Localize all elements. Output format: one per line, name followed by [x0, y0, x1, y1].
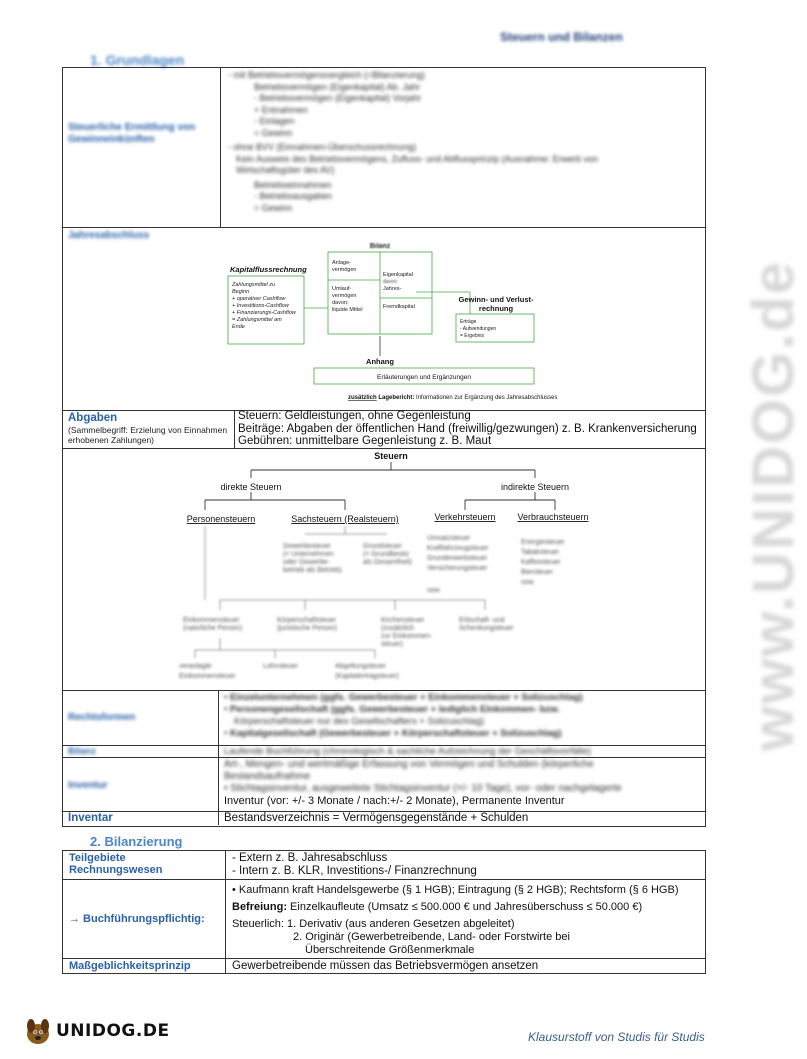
- kap-line-6: Ende: [232, 324, 245, 330]
- teilgebiete-content: - Extern z. B. Jahresabschluss - Intern z. B. KLR, Investitions-/ Finanzrechnung: [226, 851, 706, 880]
- document-title: Steuern und Bilanzen: [500, 30, 623, 44]
- logo-text: UNIDOG.DE: [56, 1021, 170, 1041]
- ek-0: Eigenkapital: [383, 272, 413, 278]
- massgeblichkeit-label: Maßgeblichkeitsprinzip: [63, 959, 226, 974]
- abgaben-steuern: Steuern: Geldleistungen, ohne Gegenleistung: [238, 410, 471, 422]
- uv-1: vermögen: [332, 293, 357, 299]
- bilanz-title: Bilanz: [369, 243, 391, 250]
- bottom2-0-0: veranlagte: [179, 663, 212, 670]
- bottom-0-0: Einkommensteuer: [183, 617, 240, 624]
- bottom2-1-0: Lohnsteuer: [263, 663, 299, 670]
- sach-sub1-1: (= Unternehmen: [283, 551, 334, 558]
- verbrauch-sub-1: Tabaksteuer: [521, 549, 560, 556]
- section-1-title: 1. Grundlagen: [90, 52, 185, 68]
- sach-sub1-3: betrieb als Betrieb): [283, 567, 342, 574]
- bottom2-2-0: Abgeltungsteuer: [335, 663, 386, 670]
- fk: Fremdkapital: [383, 304, 415, 310]
- uv-3: liquide Mittel: [332, 307, 363, 313]
- verbrauch-sub-4: usw.: [521, 579, 536, 586]
- abgaben-content: [238, 410, 697, 448]
- uv-0: Umlauf-: [332, 286, 352, 292]
- dog-icon: [22, 1016, 54, 1046]
- steuerliche-ermittlung-content: - mit Betriebsvermögensvergleich (=Bilanzierung) Betriebsvermögen (Eigenkapital) Ab. Jahr - Betriebsvermögen (Eigenkapital) Vorjahr + Entnahmen - Einlagen = Gewinn - ohne BVV (Einnahmen-Überschussrechnung) Kein Ausweis des Betriebsvermögens, Zufluss- und Abflussprinzip (Ausnahme: Erwerb von Wirtschaftsgüter des AV) Betriebseinnahmen - Betriebsausgaben = Gewinn: [228, 70, 599, 213]
- guv-title-1: rechnung: [478, 304, 514, 313]
- steuerliche-ermittlung-label: Steuerliche Ermittlung von Gewinneinkünften: [68, 122, 196, 145]
- bottom-1-0: Körperschaftsteuer: [277, 617, 337, 624]
- inventur-content: Art-, Mengen- und wertmäßige Erfassung von Vermögen und Schulden (körperliche Bestandsaufnahme • Stichtagsinventur, ausgeweitete Stichtagsinventur (+/- 10 Tage), vor- oder nachgelagerte Inventur (vor: +/- 3 Monate / nach:+/- 2 Monate), Permanente Inventur: [224, 759, 622, 807]
- verkehr-sub-2: Grunderwerbsteuer: [427, 555, 488, 562]
- kap-line-1: Beginn: [232, 289, 250, 295]
- uv-2: davon:: [332, 300, 349, 306]
- rechtsformen-label: Rechtsformen: [68, 712, 136, 723]
- tree-verkehr: Verkehrsteuern: [434, 512, 496, 522]
- inventar-label: Inventar: [68, 812, 113, 824]
- verkehr-sub-4: usw.: [427, 587, 442, 594]
- tree-personen: Personensteuern: [186, 514, 256, 524]
- bottom-2-3: steuer): [381, 641, 403, 648]
- kap-line-0: Zahlungsmittel zu: [232, 282, 276, 288]
- lagebericht: zusätzlich Lagebericht: Informationen zur Ergänzung des Jahresabschlusses: [348, 395, 558, 401]
- inventur-label: Inventur: [68, 780, 108, 791]
- bottom-3-1: Schenkungsteuer: [459, 625, 514, 632]
- bottom-2-2: zur Einkommen-: [381, 633, 432, 640]
- av-1: vermögen: [332, 267, 357, 273]
- unidog-logo: [22, 1016, 170, 1046]
- anhang-box: Erläuterungen und Ergänzungen: [377, 374, 471, 381]
- guv-line-0: Erträge: [460, 319, 477, 325]
- verkehr-sub-0: Umsatzsteuer: [427, 535, 471, 542]
- abgaben-beitraege: Beiträge: Abgaben der öffentlichen Hand (freiwillig/gezwungen) z. B. Krankenversicherung: [238, 422, 697, 435]
- abgaben-label: Abgaben: [68, 412, 118, 424]
- inventar-content: Bestandsverzeichnis = Vermögensgegenstände + Schulden: [224, 812, 529, 824]
- sach-sub2-1: (= Grundbesitz: [363, 551, 410, 558]
- watermark: www.UNIDOG.de: [741, 260, 806, 752]
- bilanzierung-table: [62, 850, 706, 974]
- tree-root: Steuern: [374, 451, 408, 461]
- bottom2-0-1: Einkommensteuer: [179, 673, 236, 680]
- kap-line-2: + operativer Cashflow: [232, 296, 286, 302]
- sach-sub1-0: Gewerbesteuer: [283, 543, 331, 550]
- ek-1: davon:: [383, 279, 399, 285]
- verbrauch-sub-2: Kaffeesteuer: [521, 559, 561, 566]
- verkehr-sub-1: Kraftfahrzeugsteuer: [427, 545, 489, 552]
- tree-direkt: direkte Steuern: [220, 482, 282, 492]
- verbrauch-sub-3: Biersteuer: [521, 569, 553, 576]
- tree-sach: Sachsteuern (Realsteuern): [291, 514, 399, 524]
- abgaben-sub: (Sammelbegriff: Erzielung von Einnahmen erhobenen Zahlungen): [68, 425, 228, 445]
- kap-line-5: = Zahlungsmittel am: [232, 317, 282, 323]
- bilanz-content: Laufende Buchführung (chronologisch & sachliche Aufzeichnung der Geschäftsvorfälle): [224, 746, 592, 757]
- guv-title-0: Gewinn- und Verlust-: [458, 295, 534, 304]
- guv-line-2: = Ergebnis: [460, 333, 485, 339]
- ek-2: Jahres-: [383, 286, 402, 292]
- footer-slogan: Klausurstoff von Studis für Studis: [528, 1030, 705, 1044]
- steuern-tree: [165, 450, 635, 690]
- sach-sub2-2: als Gesamtheit): [363, 559, 413, 566]
- anhang-title: Anhang: [366, 357, 394, 366]
- jahresabschluss-label: Jahresabschluss: [68, 230, 150, 241]
- kap-line-4: + Finanzierungs-Cashflow: [232, 310, 296, 316]
- abgaben-gebuehren: Gebühren: unmittelbare Gegenleistung z. B. Maut: [238, 435, 492, 447]
- section-2-title: 2. Bilanzierung: [90, 834, 183, 849]
- bottom2-2-1: (Kapitalertragsteuer): [335, 673, 399, 680]
- bottom-2-0: Kirchensteuer: [381, 617, 425, 624]
- tree-indirekt: indirekte Steuern: [500, 482, 570, 492]
- bilanz-label: Bilanz: [68, 746, 96, 757]
- rechtsformen-content: • Einzelunternehmen (ggfs. Gewerbesteuer + Einkommensteuer + Solizuschlag) • Personengesellschaft (ggfs. Gewerbesteuer + lediglich Einkommen- bzw. Körperschaftsteuer nur des Gesellschafters + Solizuschlag) • Kapitalgesellschaft (Gewerbesteuer + Körperschaftsteuer + Solizuschlag): [224, 692, 583, 739]
- bottom-0-1: (natürliche Person): [183, 625, 243, 632]
- teilgebiete-label: Teilgebiete Rechnungswesen: [63, 851, 226, 880]
- bottom-3-0: Erbschaft- und: [459, 617, 505, 624]
- kap-line-3: + Investitions-Cashflow: [232, 303, 289, 309]
- bottom-1-1: (juristische Person): [277, 625, 337, 632]
- sach-sub2-0: Grundsteuer: [363, 543, 402, 550]
- buchfuehrung-label: → Buchführungspflichtig:: [63, 880, 226, 959]
- jahresabschluss-diagram: [220, 236, 558, 406]
- verkehr-sub-3: Versicherungsteuer: [427, 565, 488, 572]
- verbrauch-sub-0: Energiesteuer: [521, 539, 565, 546]
- kapitalfluss-title: Kapitalflussrechnung: [230, 265, 307, 274]
- buchfuehrung-content: • Kaufmann kraft Handelsgewerbe (§ 1 HGB); Eintragung (§ 2 HGB); Rechtsform (§ 6 HGB) Befreiung: Einzelkaufleute (Umsatz ≤ 500.000 € und Jahresüberschuss ≤ 50.000 €) Steuerlich: 1. Derivativ (aus anderen Gesetzen abgeleitet) 2. Originär (Gewerbetreibende, Land- oder Forstwirte bei Überschreitende Größenmerkmale: [226, 880, 706, 959]
- tree-verbrauch: Verbrauchsteuern: [517, 512, 589, 522]
- guv-line-1: - Aufwendungen: [460, 326, 497, 332]
- massgeblichkeit-content: Gewerbetreibende müssen das Betriebsvermögen ansetzen: [226, 959, 706, 974]
- av-0: Anlage-: [332, 260, 351, 266]
- bottom-2-1: (zusätzlich: [381, 625, 415, 632]
- sach-sub1-2: oder Gewerbe-: [283, 559, 330, 566]
